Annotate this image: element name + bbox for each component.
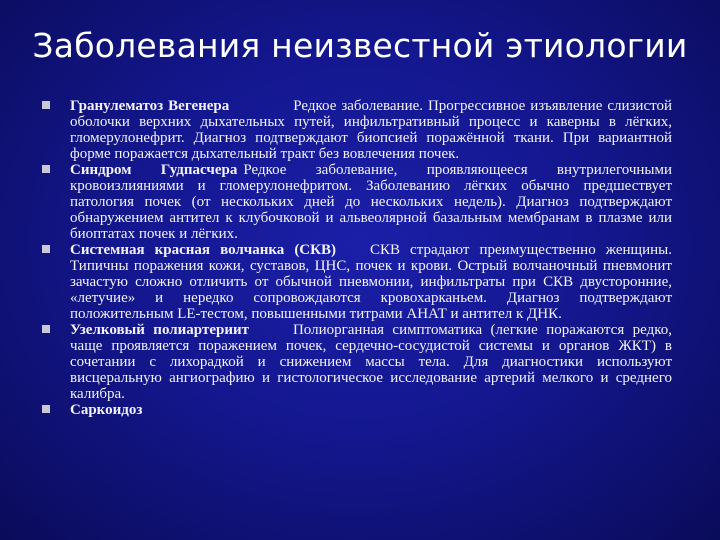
disease-name: Саркоидоз: [70, 402, 143, 418]
list-item: [42, 322, 672, 402]
disease-description: Редкое заболевание, проявляющееся внутрилегочными кровоизлияниями и гломерулонефритом. Заболеванию лёгких обычно предшествует патология почек (от нескольких дней до нескольких недель). Диагноз подтверждают обнаружением антител к клубочковой и альвеолярной базальным мембранам в плазме или биоптатах почек и лёгких.: [70, 162, 672, 242]
list-item: [42, 402, 672, 418]
disease-name: Системная красная волчанка (СКВ): [70, 242, 337, 258]
square-bullet-icon: [42, 101, 50, 109]
disease-name: Синдром Гудпасчера: [70, 162, 238, 178]
disease-description: Полиорганная симптоматика (легкие поражаются редко, чаще проявляется поражением почек, сердечно-сосудистой системы и органов ЖКТ) в сочетании с лихорадкой и снижением массы тела. Для диагностики используют висцеральную ангиографию и гистологическое исследование артерий мелкого и среднего калибра.: [70, 322, 672, 402]
disease-name: Узелковый полиартериит: [70, 322, 249, 338]
list-item: [42, 98, 672, 162]
square-bullet-icon: [42, 165, 50, 173]
list-item: [42, 162, 672, 242]
list-item: [42, 242, 672, 322]
disease-name: Гранулематоз Вегенера: [70, 98, 230, 114]
square-bullet-icon: [42, 245, 50, 253]
square-bullet-icon: [42, 405, 50, 413]
square-bullet-icon: [42, 325, 50, 333]
disease-description: Редкое заболевание. Прогрессивное изъявление слизистой оболочки верхних дыхательных путей, инфильтративный процесс и каверны в лёгких, гломерулонефрит. Диагноз подтверждают биопсией поражённой ткани. При вариантной форме поражается дыхательный тракт без вовлечения почек.: [70, 98, 672, 162]
disease-description: СКВ страдают преимущественно женщины. Типичны поражения кожи, суставов, ЦНС, почек и крови. Острый волчаночный пневмонит зачастую сложно отличить от обычной пневмонии, инфильтраты при СКВ двусторонние, «летучие» и нередко сопровождаются кровохарканьем. Диагноз подтверждают положительным LE-тестом, повышенными титрами АНАТ и антител к ДНК.: [70, 242, 672, 322]
disease-list: [42, 98, 672, 418]
slide-title: Заболевания неизвестной этиологии: [32, 26, 688, 65]
